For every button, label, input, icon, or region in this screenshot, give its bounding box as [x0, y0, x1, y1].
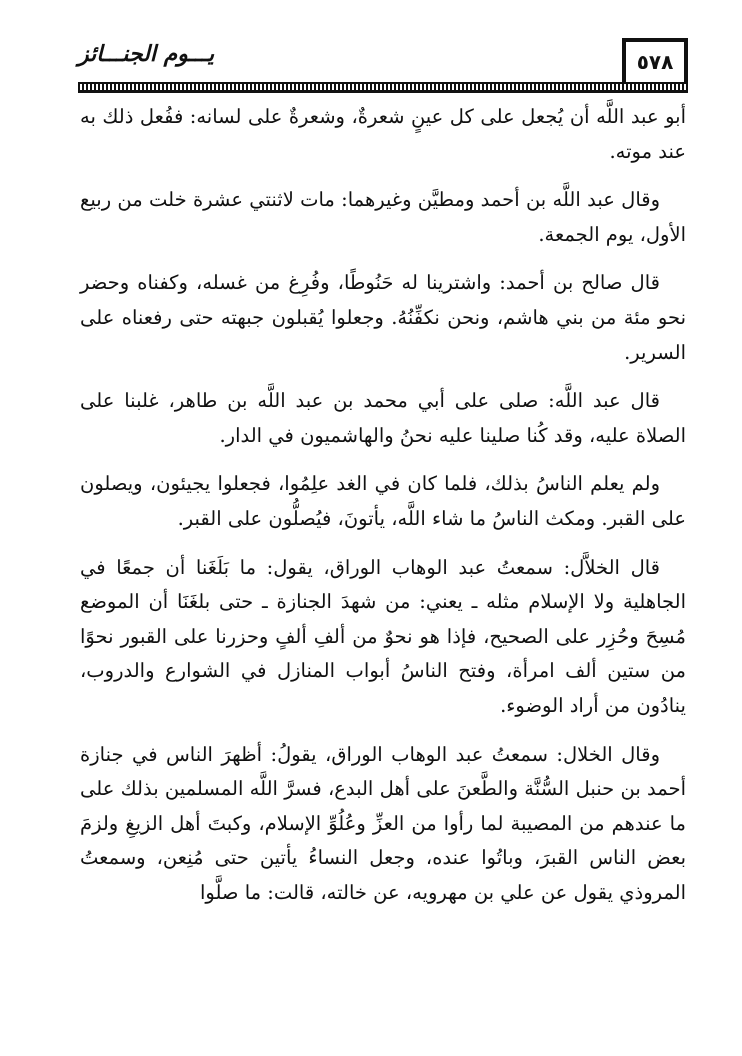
paragraph: ولم يعلم الناسُ بذلك، فلما كان في الغد علِمُوا، فجعلوا يجيئون، ويصلون على القبر. ومكث الناسُ ما شاء اللَّه، يأتونَ، فيُصلُّون على القبر.: [80, 472, 686, 530]
paragraph: وقال الخلال: سمعتُ عبد الوهاب الوراق، يقولُ: أظهرَ الناس في جنازة أحمد بن حنبل السُّنَّة والطَّعنَ على أهل البدع، فسرَّ اللَّه المسلمين بذلك على ما عندهم من المصيبة لما رأوا من العزِّ وعُلُوِّ الإسلام، وكبتَ أهل الزيغِ ولزمَ بعض الناس القبرَ، وباتُوا عنده، وجعل النساءُ يأتين حتى مُنِعن، وسمعتُ المروذي يقول عن علي بن مهرويه، عن خالته، قالت: ما صلَّوا: [80, 742, 686, 904]
paragraph: وقال عبد اللَّه بن أحمد ومطيَّن وغيرهما: مات لاثنتي عشرة خلت من ربيع الأول، يوم الجمعة.: [80, 188, 686, 246]
paragraph: قال الخلاَّل: سمعتُ عبد الوهاب الوراق، يقول: ما بَلَغَنا أن جمعًا في الجاهلية ولا الإسلام مثله ـ يعني: من شهدَ الجنازة ـ حتى بلغَنَا أن الموضع مُسِحَ وحُزِر على الصحيح، فإذا هو نحوٌ من ألفِ ألفٍ وحزرنا على القبور نحوًا من ستين ألف امرأة، وفتح الناسُ أبواب المنازل في الشوارع والدروب، ينادُون من أراد الوضوء.: [80, 555, 686, 717]
page-header: [78, 38, 688, 96]
running-title: يـــوم الجنـــائز: [78, 42, 215, 67]
paragraph: قال صالح بن أحمد: واشترينا له حَنُوطًا، وفُرِغ من غسله، وكفناه وحضر نحو مئة من بني هاشم، ونحن نكفِّنُهُ. وجعلوا يُقبلون جبهته حتى رفعناه على السرير.: [80, 271, 686, 364]
paragraph: قال عبد اللَّه: صلى على أبي محمد بن عبد اللَّه بن طاهر، غلبنا على الصلاة عليه، وقد كُنا صلينا عليه نحنُ والهاشميون في الدار.: [80, 389, 686, 447]
body-text: [80, 100, 686, 910]
header-rule: [78, 82, 688, 93]
page-number: ٥٧٨: [622, 38, 688, 82]
paragraph: أبو عبد اللَّه أن يُجعل على كل عينٍ شعرةٌ، وشعرةٌ على لسانه: ففُعل ذلك به عند موته.: [80, 105, 686, 163]
